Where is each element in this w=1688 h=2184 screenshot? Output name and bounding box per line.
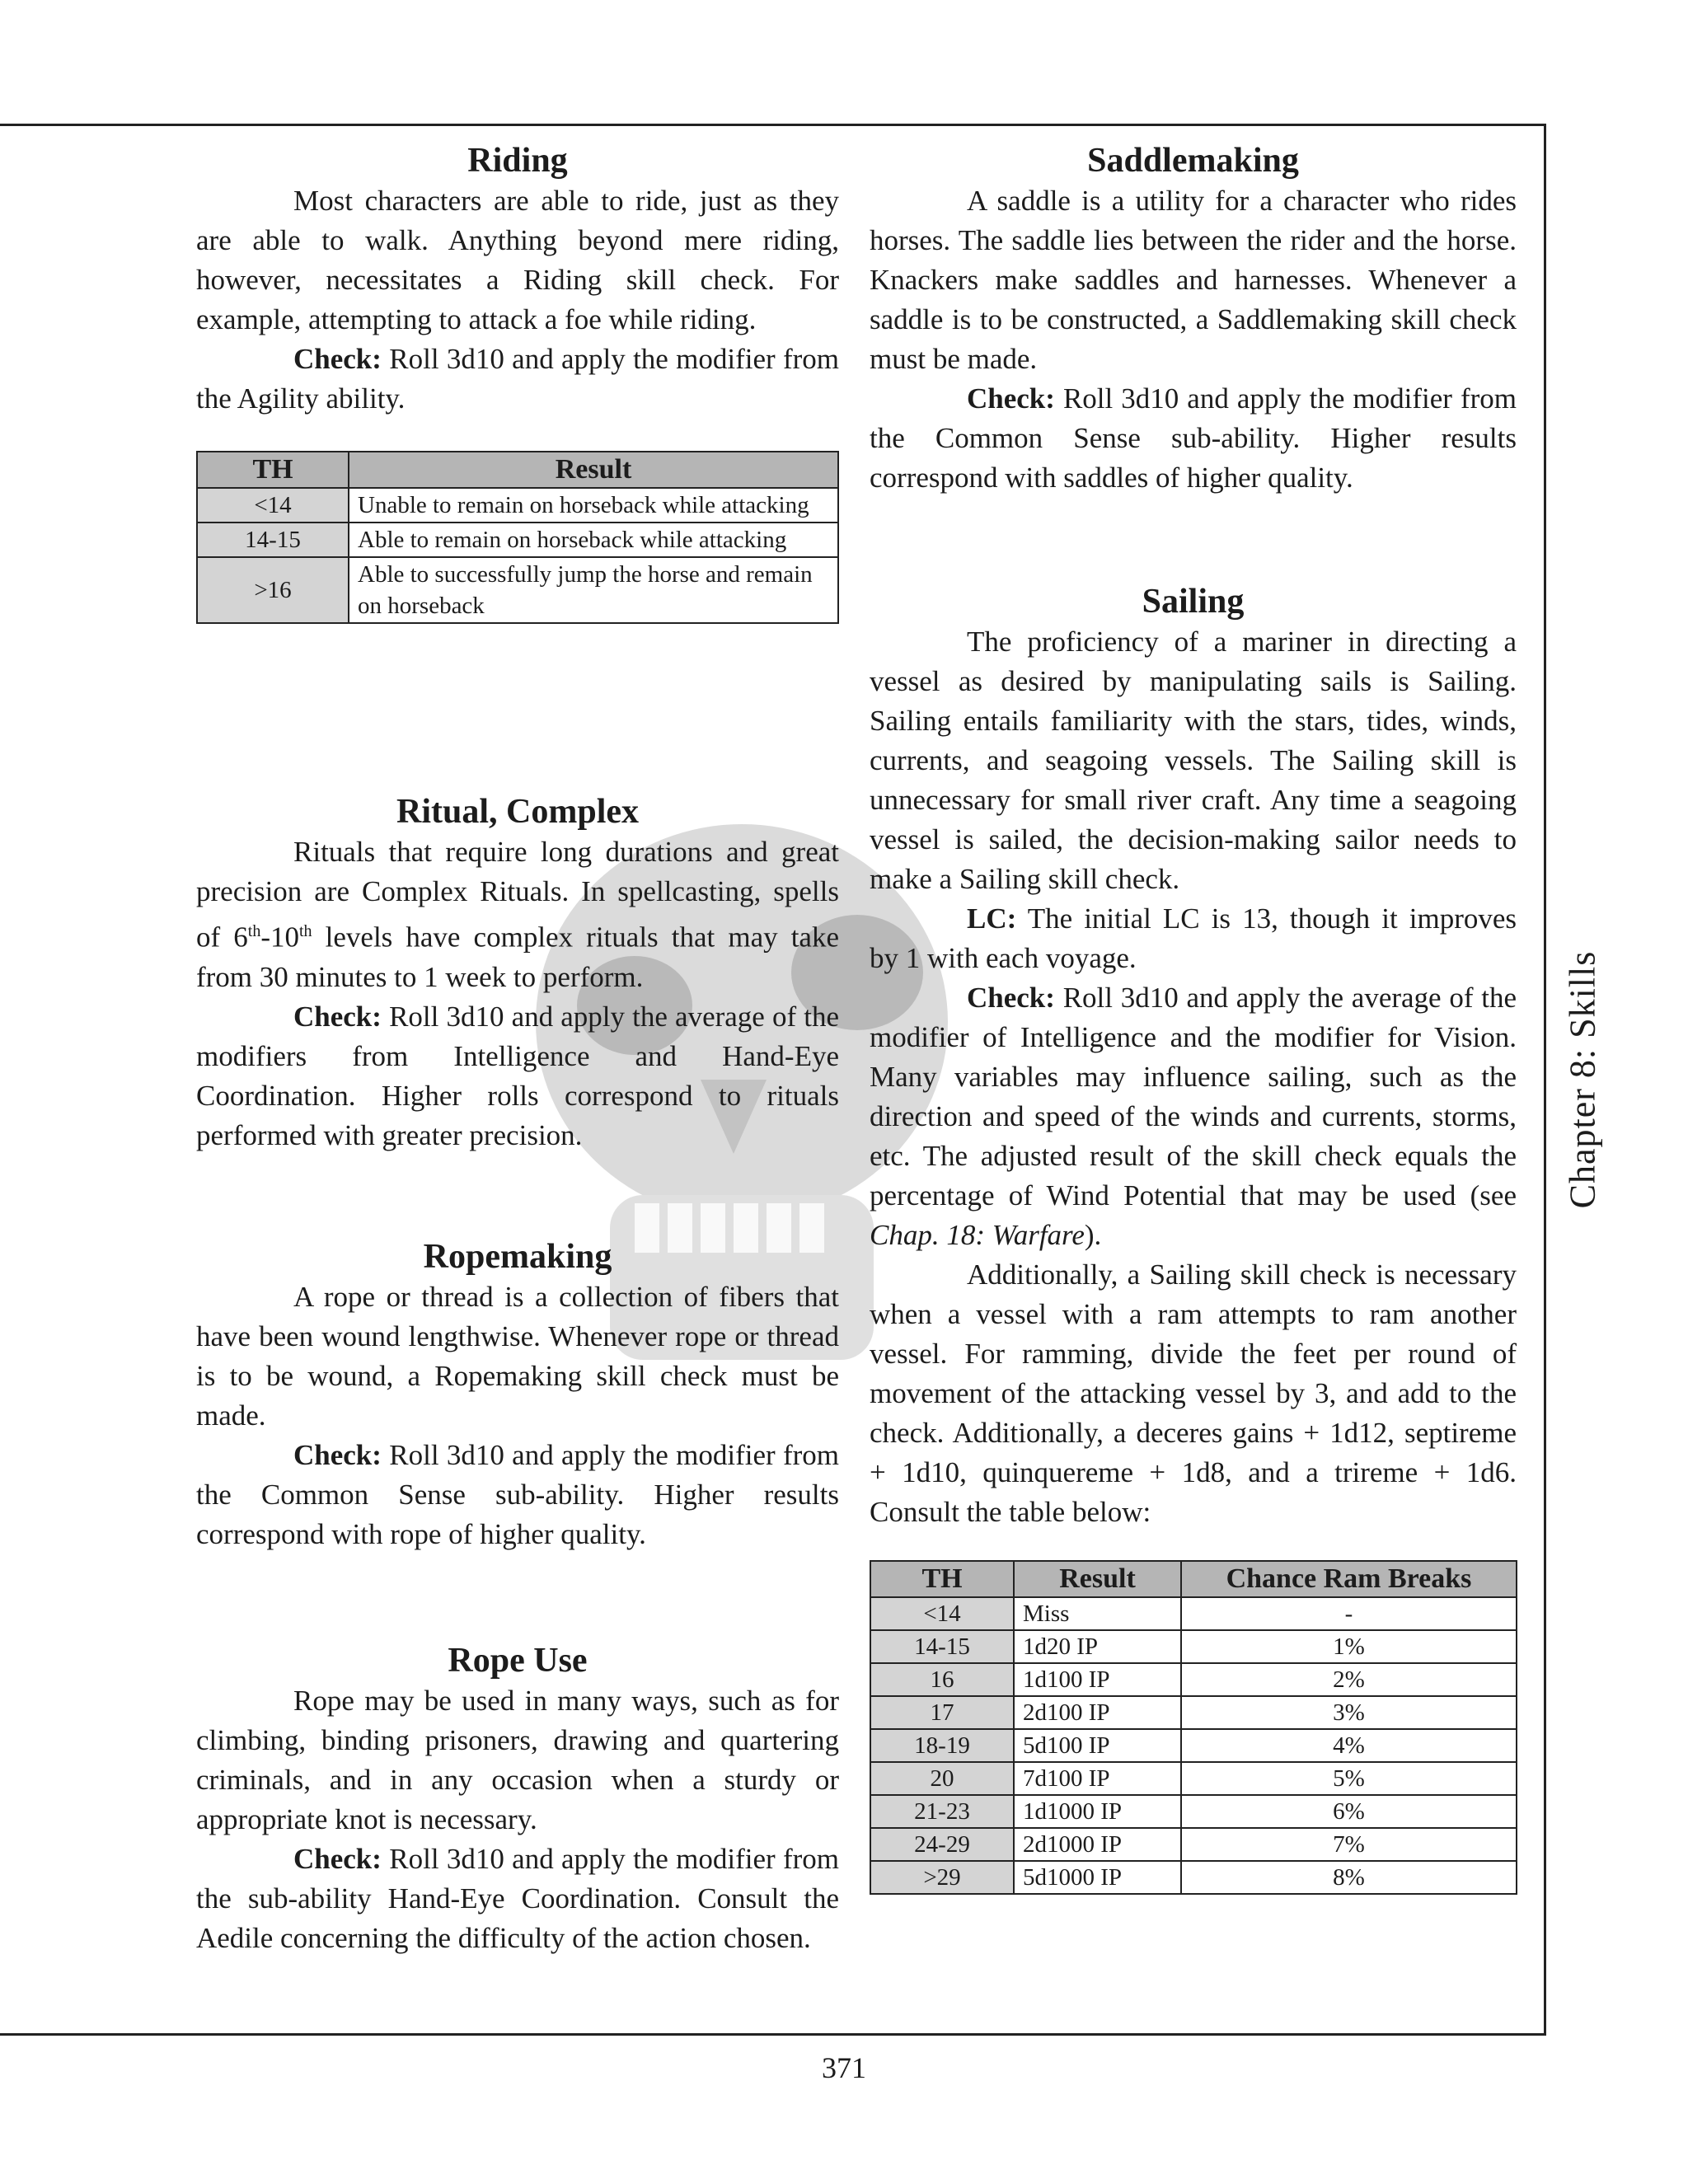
table-cell-chance: - (1181, 1597, 1517, 1630)
table-cell-chance: 5% (1181, 1762, 1517, 1795)
table-cell-result: 2d1000 IP (1014, 1828, 1181, 1861)
section-sailing (870, 581, 1517, 1532)
check-text: Roll 3d10 and apply the modifier from the sub-ability Hand-Eye Coordination. Consult the Aedile concerning the difficulty of the action chosen. (196, 1843, 839, 1954)
table-cell-result: 5d1000 IP (1014, 1861, 1181, 1894)
table-cell-chance: 7% (1181, 1828, 1517, 1861)
check-label: Check: (293, 1439, 382, 1471)
check-paragraph: Check: Roll 3d10 and apply the average of the modifier of Intelligence and the modifier for Vision. Many variables may influence sailing, such as the direction and speed of the winds and currents, storms, etc. The adjusted result of the skill check equals the percentage of Wind Potential that may be used (see Chap. 18: Warfare). (870, 982, 1517, 1251)
table-cell-th: 21-23 (870, 1795, 1014, 1828)
table-cell-th: 18-19 (870, 1729, 1014, 1762)
table-row (870, 1597, 1517, 1630)
paragraph: Most characters are able to ride, just as they are able to walk. Anything beyond mere riding, however, necessitates a Riding skill check. For example, attempting to attack a foe while riding. (196, 185, 839, 335)
table-cell-chance: 2% (1181, 1663, 1517, 1696)
table-row (870, 1729, 1517, 1762)
ramming-table (870, 1560, 1517, 1895)
table-cell-chance: 4% (1181, 1729, 1517, 1762)
check-label: Check: (967, 382, 1055, 415)
paragraph: Additionally, a Sailing skill check is necessary when a vessel with a ram attempts to ram another vessel. For ramming, divide the feet per round of movement of the attacking vessel by 3, and add to the check. Additionally, a deceres gains + 1d12, septireme + 1d10, quinquereme + 1d8, and a trireme + 1d6. Consult the table below: (870, 1258, 1517, 1528)
paragraph: A rope or thread is a collection of fibers that have been wound lengthwise. Whenever rope or thread is to be wound, a Ropemaking skill check must be made. (196, 1281, 839, 1432)
right-column (870, 140, 1517, 1528)
table-cell-th: >16 (197, 557, 349, 623)
table-row (197, 557, 838, 623)
table-cell-th: 24-29 (870, 1828, 1014, 1861)
table-row (870, 1861, 1517, 1894)
table-cell-result: 2d100 IP (1014, 1696, 1181, 1729)
table-cell-result: 1d1000 IP (1014, 1795, 1181, 1828)
page-number: 371 (822, 2051, 866, 2084)
table-cell-chance: 8% (1181, 1861, 1517, 1894)
chapter-reference: Chap. 18: Warfare (870, 1219, 1085, 1251)
table-row (870, 1630, 1517, 1663)
table-cell-th: 20 (870, 1762, 1014, 1795)
table-cell-th: 14-15 (870, 1630, 1014, 1663)
table-row (870, 1663, 1517, 1696)
table-cell-result: 7d100 IP (1014, 1762, 1181, 1795)
table-cell-th: <14 (197, 488, 349, 523)
lc-paragraph (870, 899, 1517, 978)
table-cell-result: Able to remain on horseback while attacking (349, 523, 838, 557)
lc-text: The initial LC is 13, though it improves by 1 with each voyage. (870, 902, 1517, 974)
table-cell-chance: 3% (1181, 1696, 1517, 1729)
check-text: Roll 3d10 and apply the average of the modifiers from Intelligence and Hand-Eye Coordination. Higher rolls correspond to rituals performed with greater precision. (196, 1000, 839, 1151)
table-cell-result: Miss (1014, 1597, 1181, 1630)
table-header-row (870, 1561, 1517, 1597)
page-frame-bottom (0, 2033, 1546, 2036)
table-header: TH (870, 1561, 1014, 1597)
paragraph: Rituals that require long durations and great precision are Complex Rituals. In spellcasting, spells of 6th-10th levels have complex rituals that may take from 30 minutes to 1 week to perform. (196, 836, 840, 993)
table-cell-th: 17 (870, 1696, 1014, 1729)
table-cell-result: Unable to remain on horseback while attacking (349, 488, 838, 523)
table-row (870, 1762, 1517, 1795)
check-paragraph (196, 340, 839, 419)
table-cell-th: <14 (870, 1597, 1014, 1630)
section-title: Ropemaking (423, 1238, 612, 1276)
table-header: Chance Ram Breaks (1181, 1561, 1517, 1597)
section-ritual-complex (196, 791, 839, 1155)
check-label: Check: (293, 1000, 382, 1033)
check-label: Check: (293, 343, 382, 375)
table-header: TH (197, 452, 349, 488)
table-header: Result (1014, 1561, 1181, 1597)
table-cell-result: 1d100 IP (1014, 1663, 1181, 1696)
check-text: Roll 3d10 and apply the modifier from the Common Sense sub-ability. Higher results correspond with saddles of higher quality. (870, 382, 1517, 494)
page-frame-top (0, 124, 1546, 126)
chapter-tab (1558, 948, 1607, 1212)
section-rope-use (196, 1640, 839, 1958)
table-row (870, 1795, 1517, 1828)
section-ropemaking (196, 1236, 839, 1554)
table-cell-th: 16 (870, 1663, 1014, 1696)
check-paragraph (870, 379, 1517, 498)
table-header-row (197, 452, 838, 488)
table-row (197, 523, 838, 557)
riding-table (196, 451, 839, 624)
check-paragraph (196, 1436, 839, 1554)
page-frame-right (1544, 124, 1546, 2036)
check-paragraph (196, 1840, 839, 1958)
chapter-tab-label: Chapter 8: Skills (1562, 950, 1603, 1209)
section-title: Riding (467, 142, 568, 180)
section-title: Saddlemaking (1087, 142, 1299, 180)
table-cell-th: >29 (870, 1861, 1014, 1894)
section-title: Ritual, Complex (396, 793, 639, 831)
table-cell-th: 14-15 (197, 523, 349, 557)
paragraph: Rope may be used in many ways, such as for climbing, binding prisoners, drawing and quartering criminals, and in any occasion when a sturdy or appropriate knot is necessary. (196, 1685, 839, 1835)
table-cell-result: 5d100 IP (1014, 1729, 1181, 1762)
check-paragraph (196, 997, 839, 1155)
table-row (197, 488, 838, 523)
table-header: Result (349, 452, 838, 488)
section-saddlemaking (870, 140, 1517, 498)
paragraph: The proficiency of a mariner in directing a vessel as desired by manipulating sails is Sailing. Sailing entails familiarity with the stars, tides, winds, currents, and seagoing vessels. The Sailing skill is unnecessary for small river craft. Any time a seagoing vessel is sailed, the decision-making sailor needs to make a Sailing skill check. (870, 626, 1517, 895)
table-cell-chance: 1% (1181, 1630, 1517, 1663)
section-riding (196, 140, 839, 419)
table-cell-result: 1d20 IP (1014, 1630, 1181, 1663)
section-title: Rope Use (448, 1642, 588, 1680)
check-label: Check: (967, 982, 1055, 1014)
check-text: Roll 3d10 and apply the modifier from the Common Sense sub-ability. Higher results correspond with rope of higher quality. (196, 1439, 839, 1550)
section-title: Sailing (1142, 583, 1245, 621)
table-row (870, 1828, 1517, 1861)
paragraph: A saddle is a utility for a character who rides horses. The saddle lies between the rider and the horse. Knackers make saddles and harnesses. Whenever a saddle is to be constructed, a Saddlemaking skill check must be made. (870, 185, 1517, 375)
check-text: Roll 3d10 and apply the modifier from the Agility ability. (196, 343, 839, 415)
table-row (870, 1696, 1517, 1729)
table-cell-result: Able to successfully jump the horse and remain on horseback (349, 557, 838, 623)
check-label: Check: (293, 1843, 382, 1875)
check-text: Roll 3d10 and apply the average of the modifier of Intelligence and the modifier for Vision. Many variables may influence sailing, such as the direction and speed of the winds and currents, storms, etc. The adjusted result of the skill check equals the percentage of Wind Potential that may be used (see (870, 982, 1517, 1212)
table-cell-chance: 6% (1181, 1795, 1517, 1828)
lc-label: LC: (967, 902, 1017, 935)
